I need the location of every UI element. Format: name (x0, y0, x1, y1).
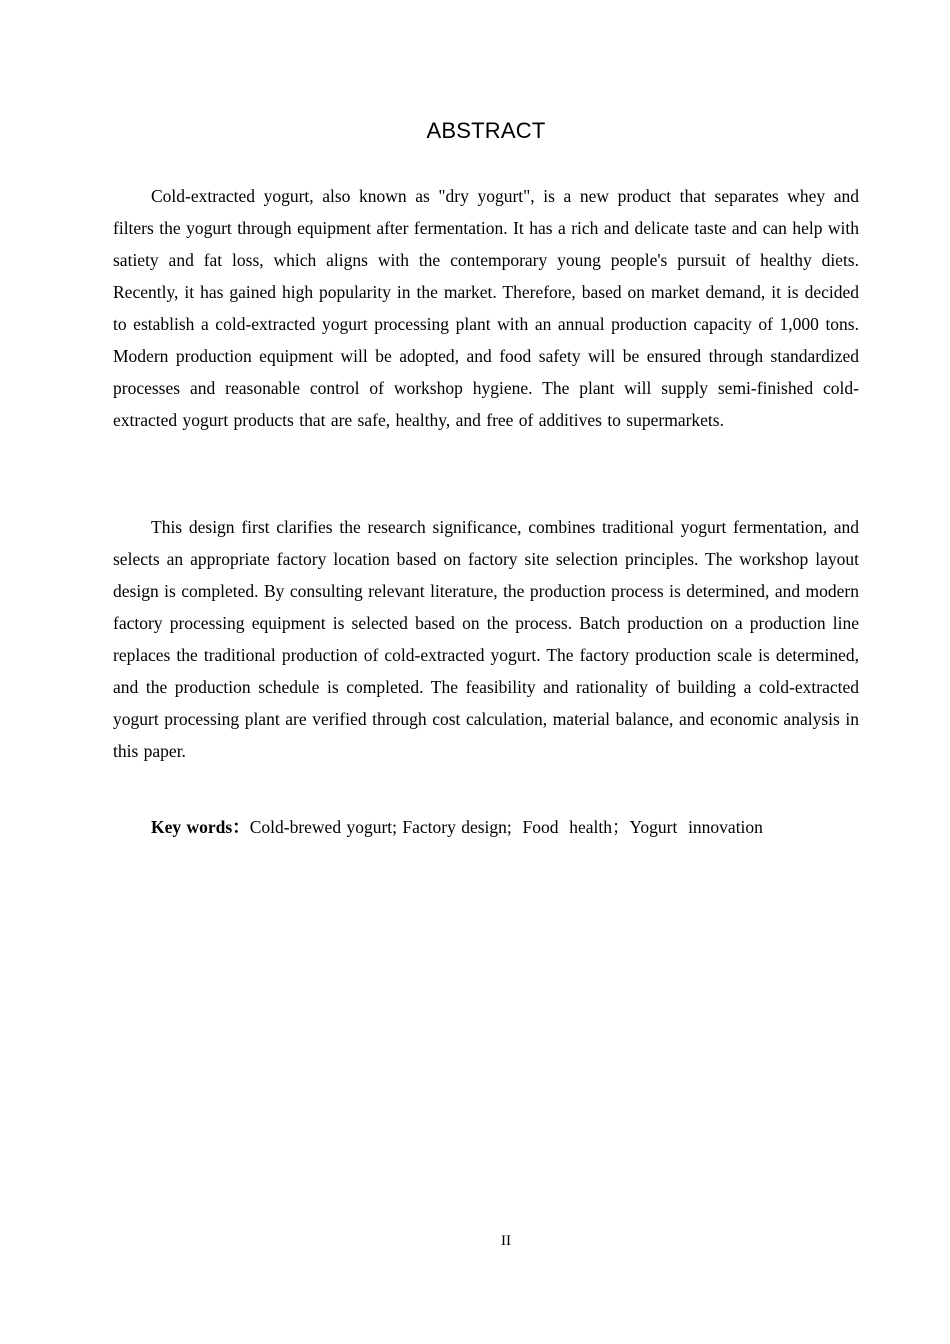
abstract-paragraph-2 (113, 511, 859, 767)
paragraph-text: This design first clarifies the research significance, combines traditional yogurt fermentation, and selects an appropriate factory location based on factory site selection principles. The workshop layout design is completed. By consulting relevant literature, the production process is determined, and modern factory processing equipment is selected based on the process. Batch production on a production line replaces the traditional production of cold-extracted yogurt. The factory production scale is determined, and the production schedule is completed. The feasibility and rationality of building a cold-extracted yogurt processing plant are verified through cost calculation, material balance, and economic analysis in this paper. (113, 517, 859, 761)
keywords-list: Cold-brewed yogurt; Factory design; Food health；Yogurt innovation (249, 817, 763, 837)
page-number: II (501, 1233, 511, 1249)
abstract-title: ABSTRACT (426, 118, 546, 143)
keywords-line (151, 811, 859, 843)
paragraph-text: Cold-extracted yogurt, also known as "dry yogurt", is a new product that separates whey and filters the yogurt through equipment after fermentation. It has a rich and delicate taste and can help with satiety and fat loss, which aligns with the contemporary young people's pursuit of healthy diets. Recently, it has gained high popularity in the market. Therefore, based on market demand, it is decided to establish a cold-extracted yogurt processing plant with an annual production capacity of 1,000 tons. Modern production equipment will be adopted, and food safety will be ensured through standardized processes and reasonable control of workshop hygiene. The plant will supply semi-finished cold-extracted yogurt products that are safe, healthy, and free of additives to supermarkets. (113, 186, 859, 430)
abstract-paragraph-1 (113, 180, 859, 436)
keywords-label: Key words： (151, 817, 250, 837)
